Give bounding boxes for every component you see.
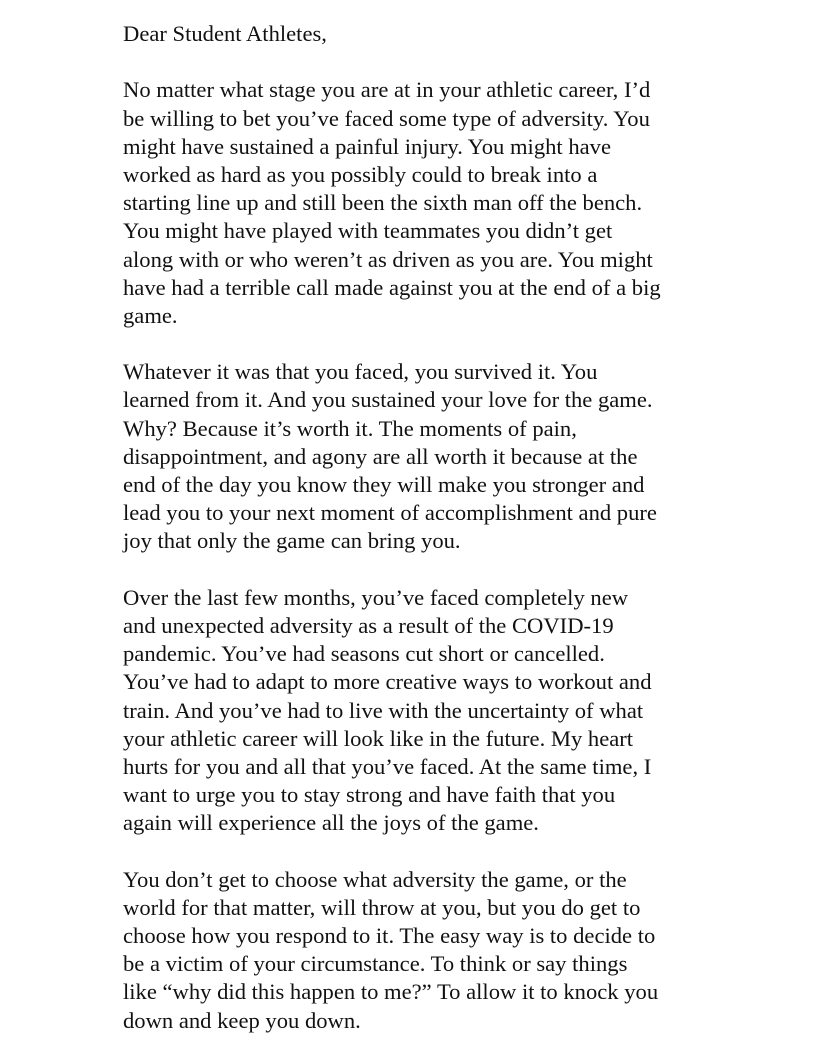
text-line: lead you to your next moment of accomplishment and pure [123,500,657,526]
text-line: like “why did this happen to me?” To allow it to knock you [123,979,659,1005]
text-line: end of the day you know they will make you stronger and [123,472,645,498]
text-line: again will experience all the joys of the game. [123,810,539,836]
letter-body [123,20,723,1063]
text-line: No matter what stage you are at in your athletic career, I’d [123,77,651,103]
text-line: world for that matter, will throw at you, but you do get to [123,894,641,920]
text-line: train. And you’ve had to live with the uncertainty of what [123,697,644,723]
paragraph-3 [123,584,723,838]
text-line: might have sustained a painful injury. You might have [123,133,612,159]
text-line: disappointment, and agony are all worth it because at the [123,443,638,469]
salutation: Dear Student Athletes, [123,21,327,46]
text-line: You don’t get to choose what adversity the game, or the [123,866,627,892]
text-line: have had a terrible call made against you at the end of a big [123,274,661,300]
paragraph-1 [123,76,723,330]
text-line: pandemic. You’ve had seasons cut short or cancelled. [123,641,605,667]
text-line: down and keep you down. [123,1007,361,1033]
text-line: You might have played with teammates you didn’t get [123,218,613,244]
text-line: be willing to bet you’ve faced some type of adversity. You [123,105,650,131]
text-line: starting line up and still been the sixth man off the bench. [123,190,643,216]
text-line: You’ve had to adapt to more creative ways to workout and [123,669,652,695]
text-line: choose how you respond to it. The easy way is to decide to [123,923,656,949]
text-line: Whatever it was that you faced, you survived it. You [123,359,598,385]
text-line: learned from it. And you sustained your love for the game. [123,387,653,413]
text-line: Over the last few months, you’ve faced completely new [123,584,629,610]
text-line: your athletic career will look like in the future. My heart [123,725,634,751]
text-line: hurts for you and all that you’ve faced. At the same time, I [123,753,652,779]
text-line: and unexpected adversity as a result of the COVID-19 [123,612,614,638]
text-line: be a victim of your circumstance. To think or say things [123,951,628,977]
text-line: game. [123,302,178,328]
text-line: joy that only the game can bring you. [123,528,461,554]
text-line: along with or who weren’t as driven as you are. You might [123,246,653,272]
text-line: want to urge you to stay strong and have faith that you [123,782,616,808]
text-line: Why? Because it’s worth it. The moments of pain, [123,415,577,441]
paragraph-2 [123,358,723,555]
paragraph-4 [123,866,723,1035]
text-line: worked as hard as you possibly could to break into a [123,161,598,187]
